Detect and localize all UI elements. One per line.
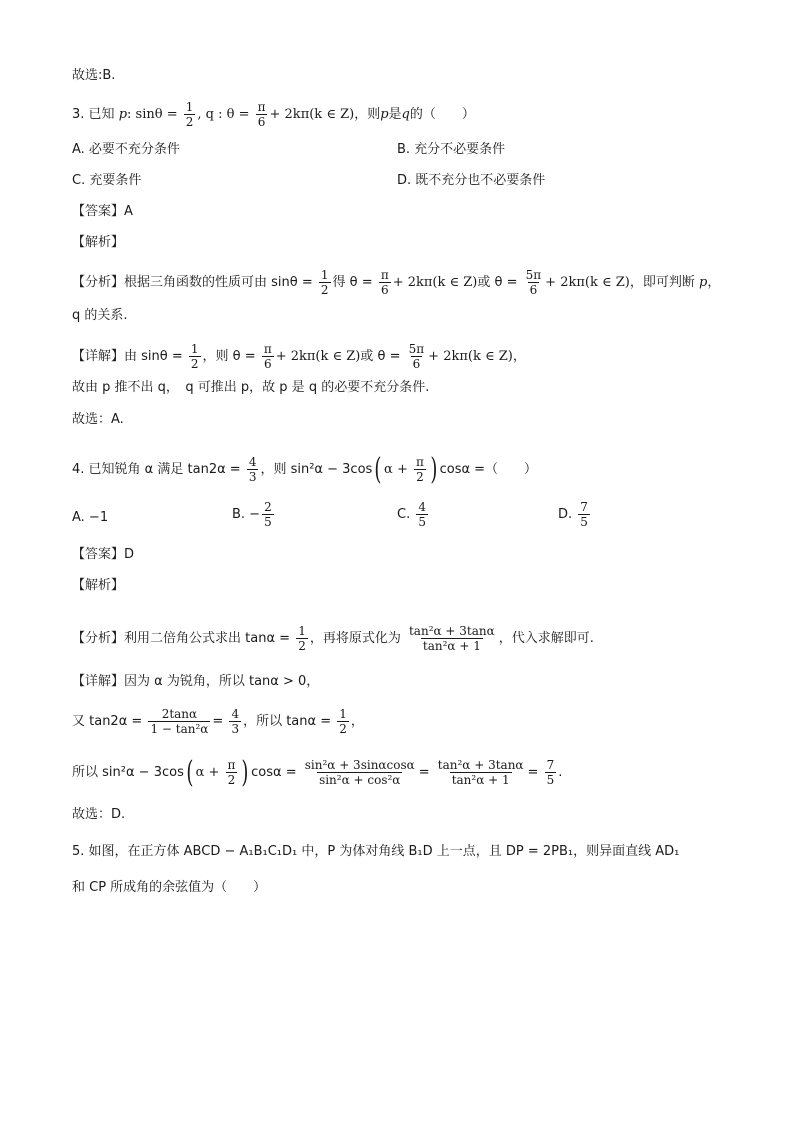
q3-option-a: A. 必要不充分条件 bbox=[72, 142, 180, 157]
q4-xiangjie-line2: 又 tan2α = $\frac{2\tan\alpha}{\text{1 − tan²α}}$ = $\frac{4}{3}$ ，所以 tanα = $\frac{1}{2}$ ， bbox=[72, 707, 364, 736]
q4-frac-43: $\frac{4}{3}$ bbox=[248, 455, 257, 484]
q3-q-part: , q : θ = bbox=[197, 107, 250, 122]
q3-fenxi-or: 或 θ = bbox=[477, 275, 518, 290]
q3-xj-2kpi-2: + 2kπ(k ∈ Z) bbox=[428, 349, 513, 364]
q3-xiangjie-line2: 故由 p 推不出 q， q 可推出 p，故 p 是 q 的必要不充分条件. bbox=[72, 380, 430, 395]
q4-fenxi-label: 【分析】 bbox=[72, 631, 125, 646]
q4-xj-frac-pi2: $\frac{\pi}{2}$ bbox=[227, 758, 236, 787]
q4-fenxi bbox=[72, 624, 594, 653]
q4-xiangjie-line1 bbox=[72, 672, 319, 692]
q3-xj-then: ，则 θ = bbox=[202, 349, 256, 364]
q3-fenxi-line2: q 的关系. bbox=[72, 308, 128, 323]
q3-fenxi-de: 得 θ = bbox=[332, 275, 373, 290]
q3-xiangjie: 【详解】由 sinθ = $\frac{1}{2}$ ，则 θ = $\frac{\pi}{6}$ + 2kπ(k ∈ Z)或 θ = $\frac{5\pi}{6}$ + 2kπ(k ∈ Z)， bbox=[72, 342, 526, 371]
q4-inner: α + bbox=[384, 462, 408, 477]
q4-option-c: C. $\frac{4}{5}$ bbox=[397, 500, 426, 529]
q4-text1: 已知锐角 α 满足 tan2α = bbox=[88, 462, 241, 477]
q3-fenxi-2kpi-1: + 2kπ(k ∈ Z) bbox=[392, 275, 478, 290]
q4-answer: 【答案】D bbox=[72, 547, 135, 562]
q4-xiangjie-line3: 所以 sin²α − 3cos( α + $\frac{\pi}{2}$ ) cosα = $\frac{\text{sin²α + 3sinαcosα}}{\text{sin²α + cos²α}}$ = $\frac{\text{tan²α + 3tanα}}{\text{tan²α + 1}}$ = $\frac{7}{5}$ . bbox=[72, 754, 563, 790]
q3-frac-half: $\frac{1}{2}$ bbox=[185, 100, 194, 129]
q3-xj-frac-half: $\frac{1}{2}$ bbox=[190, 342, 199, 371]
q4-frac-pi2: $\frac{\pi}{2}$ bbox=[415, 455, 424, 484]
q4-xj-l2c: ，所以 tanα = bbox=[243, 714, 332, 729]
q3-option-d: D. 既不充分也不必要条件 bbox=[397, 173, 546, 188]
q3-fenxi-2kpi-2: + 2kπ(k ∈ Z) bbox=[545, 275, 630, 290]
q4-xj-l3b: cosα = bbox=[251, 765, 297, 780]
q4-xj-frac-43: $\frac{4}{3}$ bbox=[231, 707, 240, 736]
q3-xj-or: 或 θ = bbox=[360, 349, 401, 364]
q4-fenxi-text1: 利用二倍角公式求出 tanα = bbox=[124, 631, 291, 646]
q4-text2: ，则 sin²α − 3cos bbox=[260, 462, 373, 477]
q4-xj-frac-tan: $\frac{\text{tan²α + 3tanα}}{\text{tan²α + 1}}$ bbox=[437, 758, 524, 787]
q5-stem-line1: 5. 如图，在正方体 ABCD − A₁B₁C₁D₁ 中，P 为体对角线 B₁D 上一点，且 DP = 2PB₁，则异面直线 AD₁ bbox=[72, 844, 680, 859]
q5-stem-line2: 和 CP 所成角的余弦值为（ ） bbox=[72, 880, 267, 895]
q4-option-a: A. −1 bbox=[72, 510, 109, 525]
q4-xj-frac-tan2: $\frac{2\tan\alpha}{\text{1 − tan²α}}$ bbox=[150, 707, 209, 736]
q4-conclusion: 故选：D. bbox=[72, 807, 126, 822]
q3-xj-2kpi-1: + 2kπ(k ∈ Z) bbox=[275, 349, 361, 364]
q4-option-d: D. $\frac{7}{5}$ bbox=[558, 500, 588, 529]
prev-conclusion: 故选:B. bbox=[72, 68, 116, 83]
q4-fenxi-frac-half: $\frac{1}{2}$ bbox=[298, 624, 306, 653]
q3-xj-frac-5pi6: $\frac{5\pi}{6}$ bbox=[408, 342, 425, 371]
q4-text3: cosα =（ ） bbox=[439, 462, 538, 477]
q4-xj-eq1: = bbox=[418, 765, 430, 780]
q4-xj-label: 【详解】 bbox=[72, 674, 125, 689]
q3-option-c: C. 充要条件 bbox=[72, 173, 142, 188]
q3-xiangjie-text1: 由 sinθ = bbox=[124, 349, 183, 364]
q4-fenxi-text2: ，再将原式化为 bbox=[309, 631, 401, 646]
q3-stem: 3. 已知 p: sinθ = $\frac{1}{2}$ , q : θ = $\frac{\pi}{6}$ + 2kπ(k ∈ Z)，则p是q的（ ） bbox=[72, 100, 475, 129]
q3-fenxi-text1: 根据三角函数的性质可由 sinθ = bbox=[124, 275, 313, 290]
q3-fenxi-frac-half: $\frac{1}{2}$ bbox=[320, 268, 329, 297]
q3-number: 3. bbox=[72, 107, 85, 122]
q4-fenxi-text3: ，代入求解即可. bbox=[498, 631, 594, 646]
q3-analysis-label: 【解析】 bbox=[72, 235, 125, 250]
q3-fenxi-tail: ，即可判断 bbox=[629, 275, 695, 290]
q3-fenxi: 【分析】根据三角函数的性质可由 sinθ = $\frac{1}{2}$ 得 θ = $\frac{\pi}{6}$ + 2kπ(k ∈ Z)或 θ = $\frac{5\pi}{6}$ + 2kπ(k ∈ Z)，即可判断 p， bbox=[72, 268, 721, 297]
q4-xj-l2b: = bbox=[212, 714, 224, 729]
q3-xj-frac-pi6: $\frac{\pi}{6}$ bbox=[263, 342, 272, 371]
q4-xj-inner: α + bbox=[195, 765, 220, 780]
q4-xj-frac-75: $\frac{7}{5}$ bbox=[546, 758, 555, 787]
q3-xiangjie-label: 【详解】 bbox=[72, 349, 125, 364]
q4-analysis-label: 【解析】 bbox=[72, 578, 125, 593]
q4-xj-l3a: 所以 sin²α − 3cos bbox=[72, 765, 184, 780]
q3-option-b: B. 充分不必要条件 bbox=[397, 142, 506, 157]
q3-fenxi-label: 【分析】 bbox=[72, 275, 125, 290]
q4-option-b: B. − $\frac{2}{5}$ bbox=[232, 500, 272, 529]
q3-sin: : sinθ = bbox=[127, 107, 178, 122]
q4-xj-eq2: = bbox=[527, 765, 539, 780]
q4-xj-frac-sin: $\frac{\text{sin²α + 3sinαcosα}}{\text{sin²α + cos²α}}$ bbox=[304, 758, 415, 787]
q3-tail3: 的（ ） bbox=[409, 107, 475, 122]
q4-number: 4. bbox=[72, 462, 85, 477]
q4-xj-frac-half: $\frac{1}{2}$ bbox=[339, 707, 347, 736]
q3-p: p bbox=[118, 107, 128, 122]
q3-fenxi-frac-pi6: $\frac{\pi}{6}$ bbox=[380, 268, 389, 297]
q3-tail2: 是 bbox=[388, 107, 402, 122]
q4-xj-text1: 因为 α 为锐角，所以 tanα > 0， bbox=[124, 674, 320, 689]
q3-answer: 【答案】A bbox=[72, 204, 133, 219]
q3-text: 已知 bbox=[88, 107, 115, 122]
q4-fenxi-frac-expr: $\frac{\text{tan²α + 3tanα}}{\text{tan²α + 1}}$ bbox=[408, 624, 495, 653]
q3-conclusion: 故选：A. bbox=[72, 412, 124, 427]
q4-stem: 4. 已知锐角 α 满足 tan2α = $\frac{4}{3}$ ，则 sin²α − 3cos( α + $\frac{\pi}{2}$ ) cosα =（ ） bbox=[72, 451, 538, 487]
q3-frac-pi6: $\frac{\pi}{6}$ bbox=[257, 100, 266, 129]
q3-fenxi-frac-5pi6: $\frac{5\pi}{6}$ bbox=[525, 268, 542, 297]
q4-xj-l2a: 又 tan2α = bbox=[72, 714, 143, 729]
q3-tail: ，则 bbox=[354, 107, 381, 122]
q3-2kpi: + 2kπ(k ∈ Z) bbox=[269, 107, 355, 122]
